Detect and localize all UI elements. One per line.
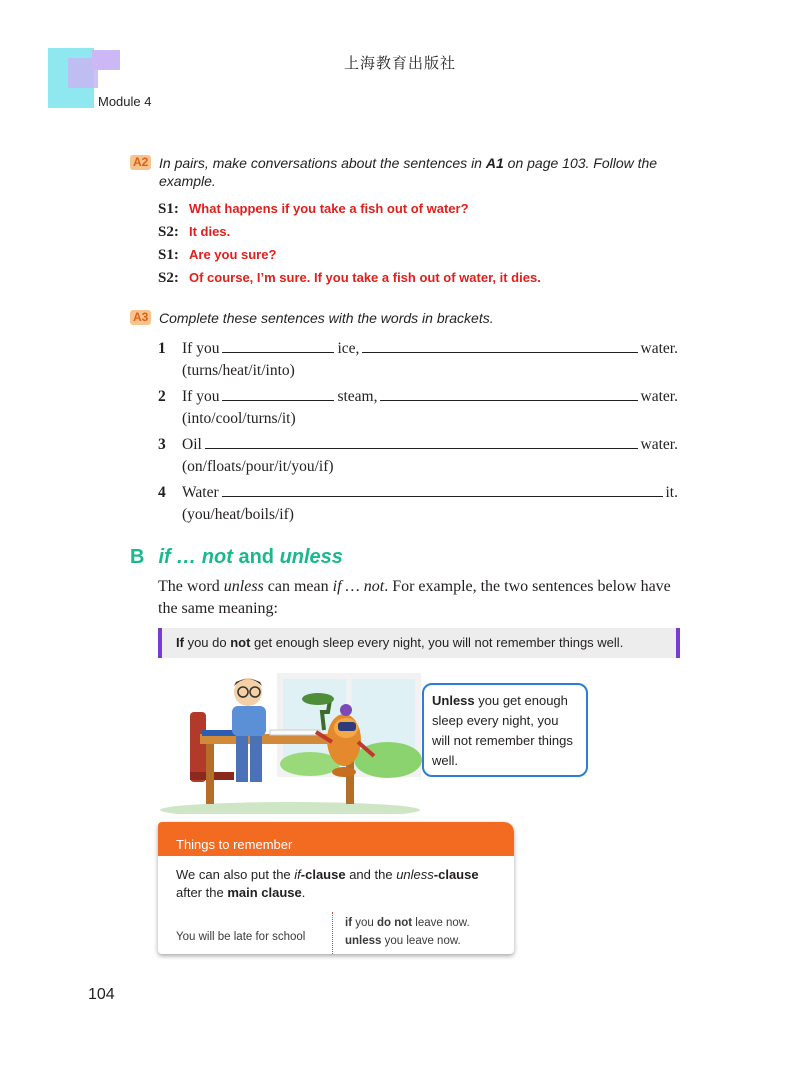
a2-dialogue: [158, 201, 541, 293]
dialogue-line: S2: Of course, I’m sure. If you take a fish out of water, it dies.: [158, 270, 541, 286]
remember-example-main: You will be late for school: [176, 931, 306, 943]
remember-body: We can also put the if-clause and the unless-clause after the main clause. You will be late for school if you do not leave now. unless you leave now.: [158, 856, 514, 954]
example-sentence-bar: If you do not get enough sleep every night, you will not remember things well.: [158, 628, 680, 658]
answer-blank[interactable]: [222, 338, 334, 353]
answer-blank[interactable]: [222, 386, 334, 401]
answer-blank[interactable]: [205, 434, 638, 449]
a2-tag: A2: [130, 155, 151, 170]
exercise-item-2: 2 If you steam, water. (into/cool/turns/it): [158, 388, 678, 427]
answer-blank[interactable]: [380, 386, 637, 401]
section-b-heading: B if … not and unless: [130, 546, 343, 568]
section-b-paragraph: The word unless can mean if … not. For example, the two sentences below have the same meaning:: [158, 578, 671, 617]
speech-bubble: Unless you get enough sleep every night, you will not remember things well.: [422, 683, 588, 777]
dialogue-line: S2: It dies.: [158, 224, 231, 240]
things-to-remember-box: [158, 822, 514, 954]
a3-instruction: A3 Complete these sentences with the words in brackets.: [130, 309, 670, 327]
page-number: 104: [88, 986, 115, 1003]
exercise-item-3: 3 Oil water. (on/floats/pour/it/you/if): [158, 436, 678, 475]
answer-blank[interactable]: [362, 338, 637, 353]
dialogue-line: S1: Are you sure?: [158, 247, 277, 263]
exercise-item-4: 4 Water it. (you/heat/boils/if): [158, 484, 678, 523]
answer-blank[interactable]: [222, 482, 663, 497]
a2-instruction: A2 In pairs, make conversations about the sentences in A1 on page 103. Follow the example.: [130, 154, 670, 190]
remember-title: Things to remember: [158, 822, 514, 856]
exercise-item-1: 1 If you ice, water. (turns/heat/it/into): [158, 340, 678, 379]
student-robot-illustration: [160, 672, 422, 814]
module-label: Module 4: [98, 94, 152, 109]
remember-example-clauses: if you do not leave now. unless you leave now.: [345, 917, 470, 947]
publisher-name: 上海教育出版社: [343, 54, 456, 72]
dialogue-line: S1: What happens if you take a fish out of water?: [158, 201, 469, 217]
dotted-divider: [332, 912, 333, 954]
a3-tag: A3: [130, 310, 151, 325]
